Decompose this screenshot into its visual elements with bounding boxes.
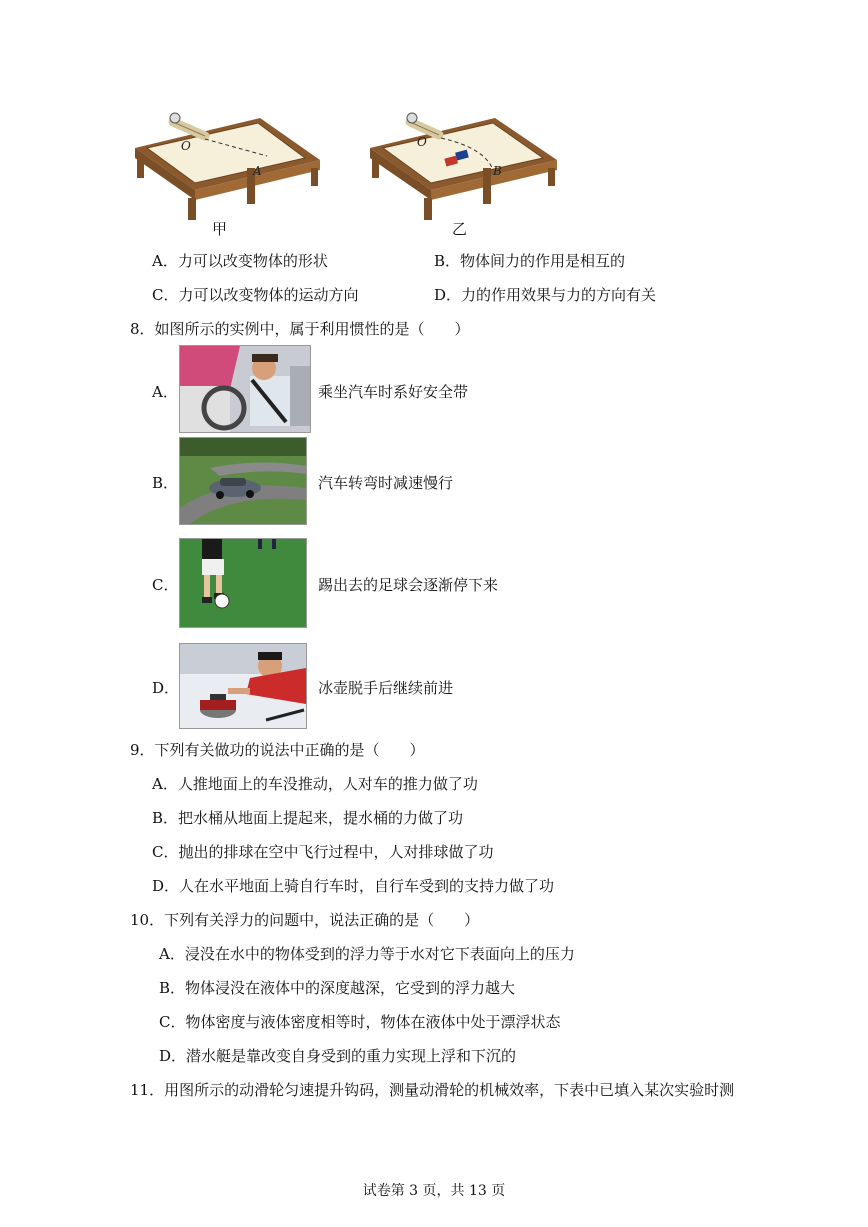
q8-option-d-letter: D． <box>152 679 180 697</box>
q8-option-a-text: 乘坐汽车时系好安全带 <box>318 383 469 401</box>
q7-option-c: C．力可以改变物体的运动方向 <box>152 286 359 304</box>
point-o-label-jia: O <box>181 139 191 153</box>
q8-option-d-text: 冰壶脱手后继续前进 <box>318 679 454 697</box>
q8-option-a-letter: A． <box>152 383 178 401</box>
figure-jia-table <box>125 108 325 223</box>
q8-stem: 8．如图所示的实例中，属于利用惯性的是（ ） <box>130 320 470 338</box>
q10-option-d: D．潜水艇是靠改变自身受到的重力实现上浮和下沉的 <box>159 1047 517 1065</box>
curling-photo <box>179 643 307 729</box>
page-footer: 试卷第 3 页，共 13 页 <box>362 1183 506 1199</box>
point-b-label: B <box>493 164 502 178</box>
q8-option-b-text: 汽车转弯时减速慢行 <box>318 474 454 492</box>
q7-option-d: D．力的作用效果与力的方向有关 <box>434 286 657 304</box>
q11-stem: 11．用图所示的动滑轮匀速提升钩码，测量动滑轮的机械效率，下表中已填入某次实验时测 <box>130 1081 735 1099</box>
car-turning-photo <box>179 437 307 525</box>
q10-option-b: B．物体浸没在液体中的深度越深，它受到的浮力越大 <box>159 979 516 997</box>
q8-option-c-text: 踢出去的足球会逐渐停下来 <box>318 576 499 594</box>
q9-stem: 9．下列有关做功的说法中正确的是（ ） <box>130 741 425 759</box>
figure-label-yi: 乙 <box>452 220 468 238</box>
figure-yi-table <box>365 108 565 223</box>
q8-option-b-letter: B． <box>152 474 179 492</box>
q9-option-d: D．人在水平地面上骑自行车时，自行车受到的支持力做了功 <box>152 877 555 895</box>
q9-option-c: C．抛出的排球在空中飞行过程中，人对排球做了功 <box>152 843 494 861</box>
soccer-photo <box>179 538 307 628</box>
q7-option-a: A．力可以改变物体的形状 <box>152 252 328 270</box>
q9-option-b: B．把水桶从地面上提起来，提水桶的力做了功 <box>152 809 464 827</box>
point-o-label-yi: O <box>417 135 427 149</box>
point-a-label: A <box>253 164 262 178</box>
figure-label-jia: 甲 <box>212 220 228 238</box>
q7-option-b: B．物体间力的作用是相互的 <box>434 252 626 270</box>
q10-stem: 10．下列有关浮力的问题中，说法正确的是（ ） <box>130 911 480 929</box>
q8-option-c-letter: C． <box>152 576 179 594</box>
q10-option-a: A．浸没在水中的物体受到的浮力等于水对它下表面向上的压力 <box>159 945 575 963</box>
q9-option-a: A．人推地面上的车没推动，人对车的推力做了功 <box>152 775 478 793</box>
q10-option-c: C．物体密度与液体密度相等时，物体在液体中处于漂浮状态 <box>159 1013 561 1031</box>
seatbelt-photo <box>179 345 311 433</box>
